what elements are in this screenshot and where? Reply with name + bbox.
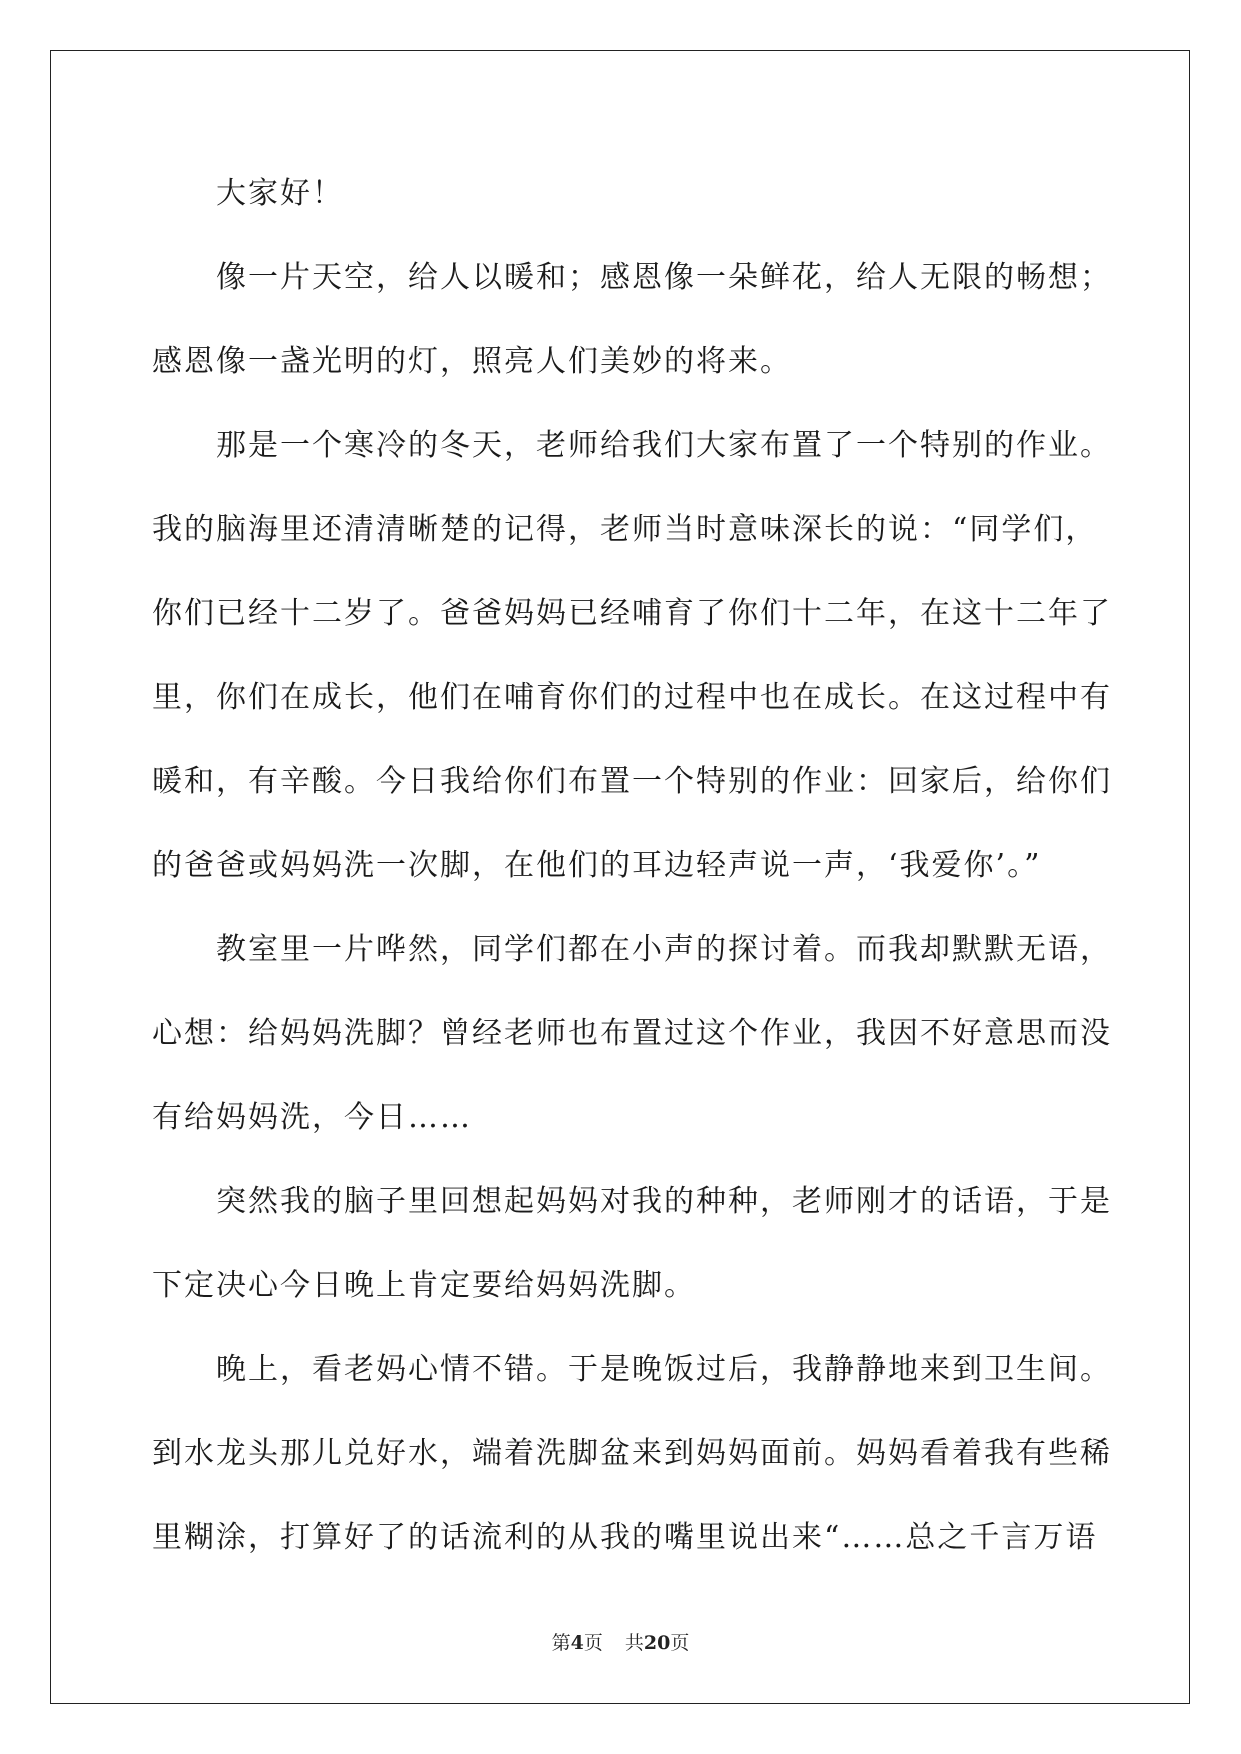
text-line: 你们已经十二岁了。爸爸妈妈已经哺育了你们十二年，在这十二年了 xyxy=(152,596,1112,631)
text-line: 的爸爸或妈妈洗一次脚，在他们的耳边轻声说一声，‘我爱你’。” xyxy=(152,848,1042,883)
text-line: 突然我的脑子里回想起妈妈对我的种种，老师刚才的话语，于是 xyxy=(216,1184,1112,1219)
document-body xyxy=(152,164,1112,1592)
text-line: 教室里一片哗然，同学们都在小声的探讨着。而我却默默无语， xyxy=(216,932,1112,967)
page-prefix: 第 xyxy=(551,1632,571,1654)
text-line: 感恩像一盏光明的灯，照亮人们美妙的将来。 xyxy=(152,344,792,379)
total-prefix: 共 xyxy=(624,1632,644,1654)
text-line: 晚上，看老妈心情不错。于是晚饭过后，我静静地来到卫生间。 xyxy=(216,1352,1112,1387)
total-pages: 20 xyxy=(643,1632,671,1654)
page-footer xyxy=(0,1628,1241,1655)
text-line: 大家好！ xyxy=(216,176,344,211)
total-suffix: 页 xyxy=(670,1632,690,1654)
text-line: 里，你们在成长，他们在哺育你们的过程中也在成长。在这过程中有 xyxy=(152,680,1112,715)
text-line: 那是一个寒冷的冬天，老师给我们大家布置了一个特别的作业。 xyxy=(216,428,1112,463)
text-line: 到水龙头那儿兑好水，端着洗脚盆来到妈妈面前。妈妈看着我有些稀 xyxy=(152,1436,1112,1471)
text-line: 有给妈妈洗，今日…… xyxy=(152,1100,472,1135)
text-line: 我的脑海里还清清晰楚的记得，老师当时意味深长的说：“同学们， xyxy=(152,512,1098,547)
text-line: 暖和，有辛酸。今日我给你们布置一个特别的作业：回家后，给你们 xyxy=(152,764,1112,799)
text-line: 像一片天空，给人以暖和；感恩像一朵鲜花，给人无限的畅想； xyxy=(216,260,1112,295)
text-line: 下定决心今日晚上肯定要给妈妈洗脚。 xyxy=(152,1268,696,1303)
page-number: 4 xyxy=(570,1632,584,1654)
page-suffix: 页 xyxy=(583,1632,603,1654)
text-line: 里糊涂，打算好了的话流利的从我的嘴里说出来“……总之千言万语 xyxy=(152,1520,1098,1555)
text-line: 心想：给妈妈洗脚？曾经老师也布置过这个作业，我因不好意思而没 xyxy=(152,1016,1112,1051)
